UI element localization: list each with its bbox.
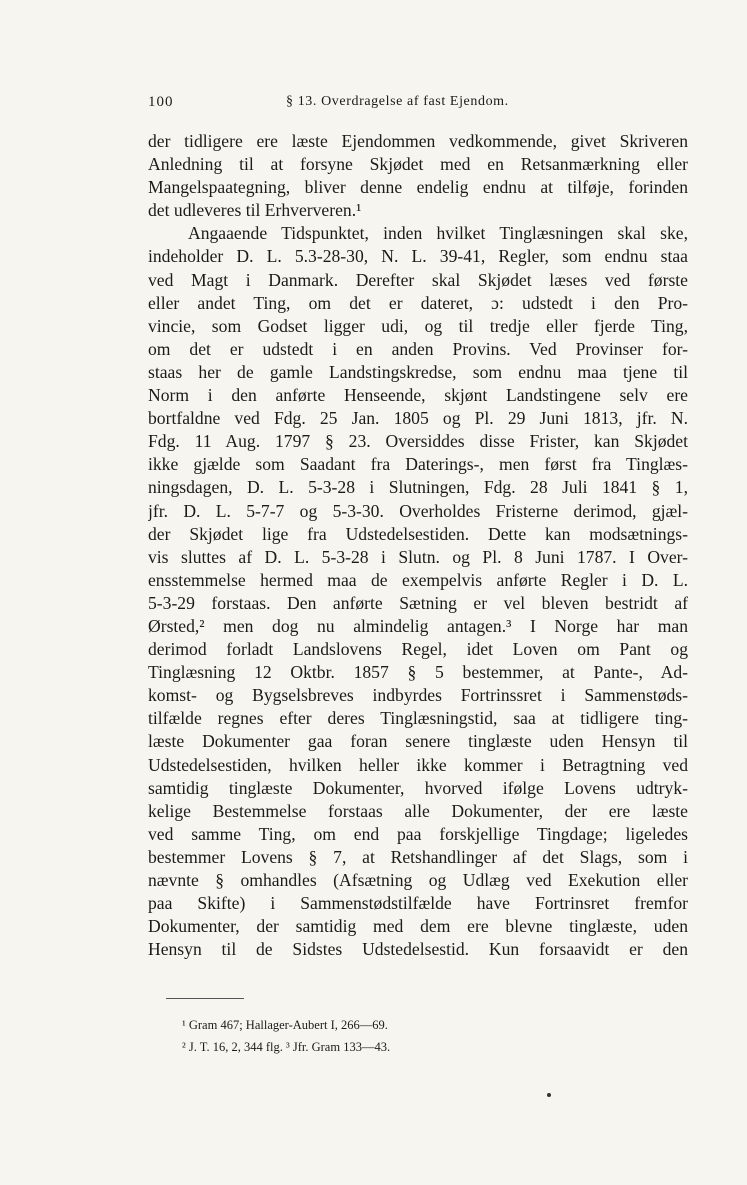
- text-line: vis sluttes af D. L. 5-3-28 i Slutn. og Pl. 8 Juni 1787. I Over-: [148, 546, 688, 567]
- text-line: tilfælde regnes efter deres Tinglæsningstid, saa at tidligere ting-: [148, 708, 688, 729]
- text-line: Anledning til at forsyne Skjødet med en Retsanmærkning eller: [148, 154, 688, 175]
- footnote: ¹ Gram 467; Hallager-Aubert I, 266—69.: [182, 1018, 388, 1032]
- text-line: jfr. D. L. 5-7-7 og 5-3-30. Overholdes Fristerne derimod, gjæl-: [148, 500, 688, 521]
- text-line: der tidligere ere læste Ejendommen vedkommende, givet Skriveren: [148, 131, 688, 151]
- text-line: Dokumenter, der samtidig med dem ere blevne tinglæste, uden: [148, 916, 688, 937]
- text-line: 5-3-29 forstaas. Den anførte Sætning er vel bleven bestridt af: [148, 592, 688, 613]
- text-line: indeholder D. L. 5.3-28-30, N. L. 39-41, Regler, som endnu staa: [148, 246, 688, 267]
- text-line: ved Magt i Danmark. Derefter skal Skjødet læses ved første: [148, 269, 688, 290]
- text-line: Hensyn til de Sidstes Udstedelsestid. Kun forsaavidt er den: [148, 939, 688, 960]
- footnote-rule: [166, 998, 244, 999]
- text-line: eller andet Ting, om det er dateret, ɔ: udstedt i den Pro-: [148, 292, 688, 313]
- text-line: Norm i den anførte Henseende, skjønt Landstingene selv ere: [148, 385, 688, 406]
- body-text: [148, 130, 688, 961]
- text-line: læste Dokumenter gaa foran senere tinglæste uden Hensyn til: [148, 731, 688, 752]
- text-line: ensstemmelse hermed maa de exempelvis anførte Regler i D. L.: [148, 569, 688, 590]
- text-line: der Skjødet lige fra Udstedelsestiden. Dette kan modsætnings-: [148, 523, 688, 544]
- text-line: ved samme Ting, om end paa forskjellige Tingdage; ligeledes: [148, 823, 688, 844]
- text-line: staas her de gamle Landstingskredse, som endnu maa tjene til: [148, 361, 688, 382]
- text-line: paa Skifte) i Sammenstødstilfælde have Fortrinsret fremfor: [148, 893, 688, 914]
- footnote: ² J. T. 16, 2, 344 flg. ³ Jfr. Gram 133—43.: [182, 1040, 391, 1054]
- page-number: 100: [148, 94, 174, 110]
- text-line: bestemmer Lovens § 7, at Retshandlinger af det Slags, som i: [148, 846, 688, 867]
- text-line: det udleveres til Erhververen.¹: [148, 200, 362, 221]
- text-line: Angaaende Tidspunktet, inden hvilket Tinglæsningen skal ske,: [188, 223, 688, 244]
- footnotes: [182, 1014, 582, 1058]
- text-line: Tinglæsning 12 Oktbr. 1857 § 5 bestemmer, at Pante-, Ad-: [148, 662, 688, 683]
- text-line: komst- og Bygselsbreves indbyrdes Fortrinssret i Sammenstøds-: [148, 685, 688, 706]
- text-line: samtidig tinglæste Dokumenter, hvorved ifølge Lovens udtryk-: [148, 777, 688, 798]
- text-line: kelige Bestemmelse forstaas alle Dokumenter, der ere læste: [148, 800, 688, 821]
- text-line: ningsdagen, D. L. 5-3-28 i Slutningen, Fdg. 28 Juli 1841 § 1,: [148, 477, 688, 498]
- text-line: ikke gjælde som Saadant fra Daterings-, men først fra Tinglæs-: [148, 454, 688, 475]
- text-line: Mangelspaategning, bliver denne endelig endnu at tilføje, forinden: [148, 177, 688, 198]
- text-line: Ørsted,² men dog nu almindelig antagen.³ I Norge har man: [148, 615, 688, 636]
- text-line: bortfaldne ved Fdg. 25 Jan. 1805 og Pl. 29 Juni 1813, jfr. N.: [148, 408, 688, 429]
- text-line: om det er udstedt i en anden Provins. Ved Provinser for-: [148, 338, 688, 359]
- text-line: Fdg. 11 Aug. 1797 § 23. Oversiddes disse Frister, kan Skjødet: [148, 431, 688, 452]
- ink-speck: [547, 1093, 551, 1097]
- text-line: nævnte § omhandles (Afsætning og Udlæg ved Exekution eller: [148, 870, 688, 890]
- running-title: § 13. Overdragelse af fast Ejendom.: [286, 94, 509, 109]
- text-line: derimod forladt Landslovens Regel, idet Loven om Pant og: [148, 639, 688, 660]
- text-line: vincie, som Godset ligger udi, og til tredje eller fjerde Ting,: [148, 315, 688, 336]
- page-header: [148, 94, 690, 116]
- text-line: Udstedelsestiden, hvilken heller ikke kommer i Betragtning ved: [148, 754, 688, 775]
